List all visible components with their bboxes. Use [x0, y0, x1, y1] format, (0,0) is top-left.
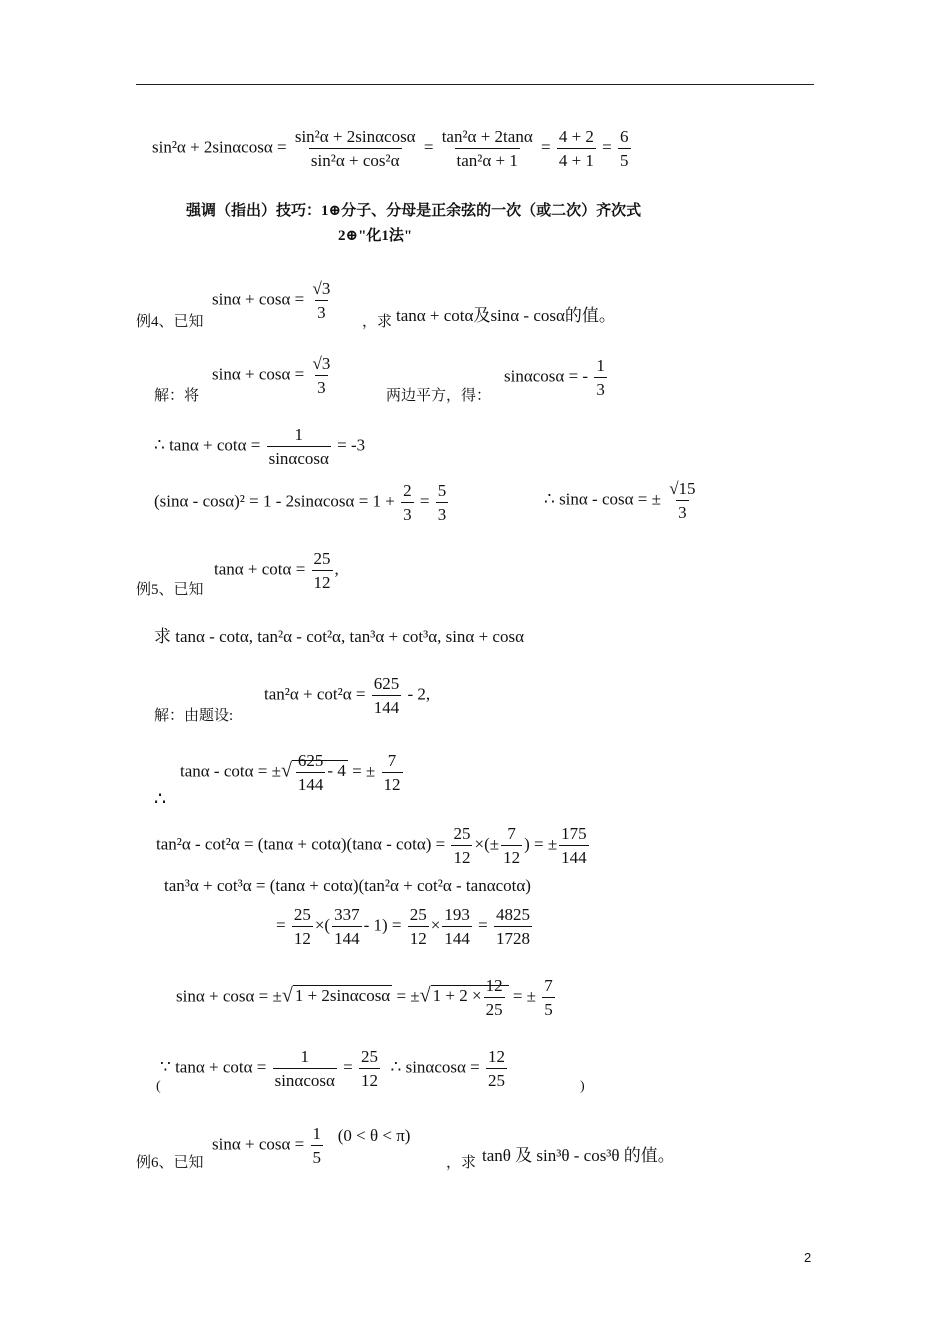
eq-top: sin²α + 2sinαcosα = $\frac{\text{sin²α + 2sinαcosα}}{\text{sin²α + cos²α}}$ = $\frac{\text{tan²α + 2tanα}}{\text{tan²α + 1}}$ = $\frac{4 + 2}{4 + 1}$ = $\frac{6}{5}$	[152, 127, 629, 170]
eq-top-frac-2: $\frac{\text{tan²α + 2tanα}}{\text{tan²α + 1}}$	[441, 127, 533, 170]
eq-top-lhs: sin²α + 2sinαcosα =	[152, 137, 287, 157]
ex4-label: 例4、已知	[136, 314, 204, 330]
ex4-step1: ∴ tanα + cotα = $\frac{1}{\sin\alpha\cos\alpha}$ = -3	[154, 425, 366, 468]
eq-top-frac-1: $\frac{\text{sin²α + 2sinαcosα}}{\text{sin²α + cos²α}}$	[294, 127, 416, 170]
ex4-sol-label: 解：将	[154, 388, 200, 404]
ex6-label: 例6、已知	[136, 1155, 204, 1171]
ex5-paren-close: )	[580, 1079, 585, 1094]
eq-top-frac-4: $\frac{6}{5}$	[620, 127, 629, 170]
ex4-step2-result: ∴ sinα - cosα = ± $\frac{√15}{3}$	[544, 479, 696, 522]
ex4-given: sinα + cosα = $\frac{√3}{3}$	[212, 279, 331, 322]
emphasis-line-2: 2⊕"化1法"	[338, 228, 413, 244]
ex4-sol-given: sinα + cosα = $\frac{√3}{3}$	[212, 354, 331, 397]
ex5-sol-given: tan²α + cot²α = $\frac{625}{144}$ - 2,	[264, 674, 431, 717]
eq-top-frac-3: $\frac{4 + 2}{4 + 1}$	[558, 127, 594, 170]
ex5-step5: sinα + cosα = ±√ 1 + 2sinαcosα = ±√ 1 + 2 × $\frac{12}{25}$ = ± $\frac{7}{5}$	[176, 976, 553, 1019]
ex4-step2: (sinα - cosα)² = 1 - 2sinαcosα = 1 + $\frac{2}{3}$ = $\frac{5}{3}$	[154, 481, 447, 524]
ex4-ask: tanα + cotα及sinα - cosα的值。	[396, 306, 616, 325]
ex5-step4: = $\frac{25}{12}$ ×( $\frac{337}{144}$ - 1) = $\frac{25}{12}$ × $\frac{193}{144}$ = $\frac{4825}{1728}$	[276, 905, 530, 948]
page-number: 2	[804, 1250, 812, 1265]
ex5-sol-label: 解：由题设:	[154, 708, 234, 724]
header-rule	[136, 84, 814, 85]
ex5-therefore: ∴	[154, 789, 167, 810]
ex4-sol-mid: 两边平方，得：	[386, 388, 492, 404]
ex4-ask-prefix: ，求	[362, 314, 393, 330]
ex6-ask-prefix: ，求	[446, 1155, 477, 1171]
ex5-step3: tan³α + cot³α = (tanα + cotα)(tan²α + cot²α - tanαcotα)	[164, 876, 531, 895]
ex5-given: tanα + cotα = $\frac{25}{12}$ ,	[214, 549, 339, 592]
ex5-step2: tan²α - cot²α = (tanα + cotα)(tanα - cotα) = $\frac{25}{12}$ ×(± $\frac{7}{12}$ ) = ± $\frac{175}{144}$	[156, 824, 587, 867]
ex6-given: sinα + cosα = $\frac{1}{5}$ (0 < θ < π)	[212, 1124, 411, 1167]
ex5-step6: ∵ tanα + cotα = $\frac{1}{\sin\alpha\cos\alpha}$ = $\frac{25}{12}$ ∴ sinαcosα = $\frac{12}{25}$	[160, 1047, 505, 1090]
ex5-paren-open: (	[156, 1079, 161, 1094]
ex5-step1: tanα - cotα = ±√ $\frac{625}{144}$ - 4 = ± $\frac{7}{12}$	[180, 751, 401, 794]
ex4-sol-rhs: sinαcosα = - $\frac{1}{3}$	[504, 356, 605, 399]
emphasis-line-1: 强调（指出）技巧：1⊕分子、分母是正余弦的一次（或二次）齐次式	[186, 203, 642, 219]
ex5-ask: 求 tanα - cotα, tan²α - cot²α, tan³α + cot³α, sinα + cosα	[154, 627, 524, 646]
ex6-ask: tanθ 及 sin³θ - cos³θ 的值。	[482, 1146, 675, 1165]
ex5-label: 例5、已知	[136, 582, 204, 598]
